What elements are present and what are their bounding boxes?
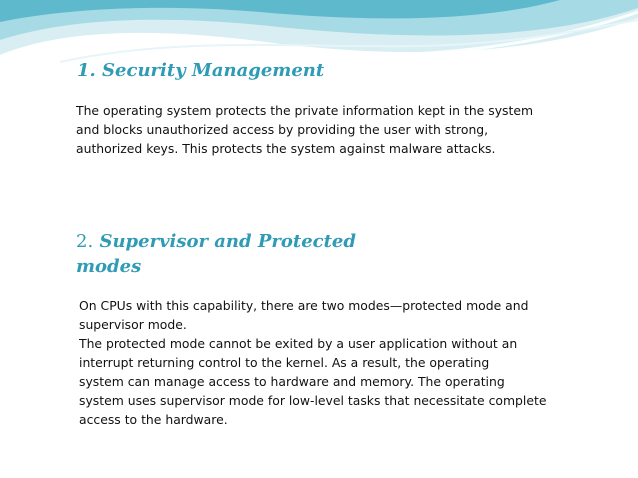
section1-line: The operating system protects the private information kept in the system — [76, 103, 534, 118]
section1-line: authorized keys. This protects the system against malware attacks. — [76, 141, 496, 156]
section2-line: access to the hardware. — [79, 412, 228, 427]
section2-title-line2: modes — [76, 256, 142, 277]
section2-line: system can manage access to hardware and memory. The operating — [79, 374, 505, 389]
section2-title — [76, 229, 376, 279]
section1-line: and blocks unauthorized access by providing the user with strong, — [76, 122, 489, 137]
section2-line: system uses supervisor mode for low-level tasks that necessitate complete — [79, 393, 547, 408]
section2-line: supervisor mode. — [79, 317, 187, 332]
section2-number: 2. — [76, 231, 94, 252]
section2-line: The protected mode cannot be exited by a user application without an — [79, 336, 518, 351]
section2-title-line1: Supervisor and Protected — [99, 231, 356, 252]
section1-paragraph — [76, 101, 596, 158]
section2-paragraph — [79, 296, 609, 429]
section2-line: On CPUs with this capability, there are two modes—protected mode and — [79, 298, 529, 313]
section2-line: interrupt returning control to the kernel. As a result, the operating — [79, 355, 490, 370]
section1-title: 1. Security Management — [77, 60, 325, 81]
